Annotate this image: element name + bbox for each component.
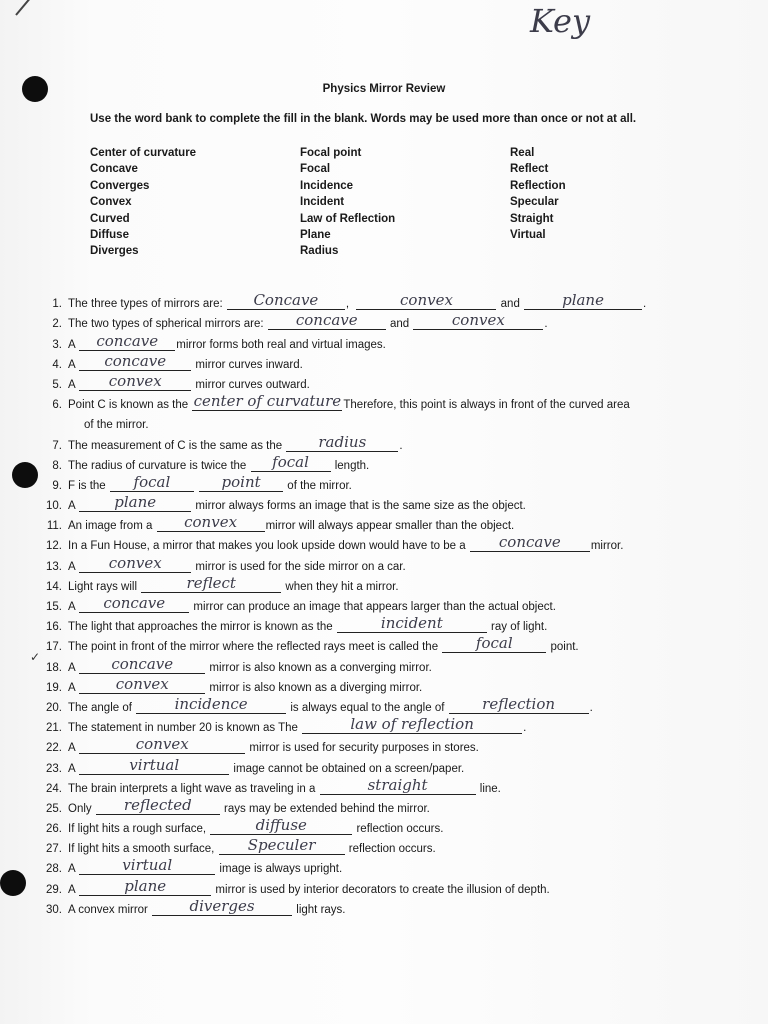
question-text: A [68,742,79,755]
handwritten-answer: concave [104,351,167,370]
answer-blank[interactable] [286,432,398,452]
question-row [40,795,760,815]
question-text: of the mirror. [284,479,352,492]
question-text: . [589,701,593,714]
question-row [40,371,760,391]
question-number: 7. [52,439,62,452]
question-number: 6. [52,399,62,412]
question-text: The point in front of the mirror where the reflected rays meet is called the [68,641,442,654]
word-bank-item: Radius [300,245,339,258]
question-text: A [68,681,79,694]
question-text: Only [68,802,95,815]
answer-blank[interactable] [110,472,194,492]
question-number: 13. [46,560,62,573]
word-bank-item: Real [510,147,535,159]
check-mark: ✓ [30,650,41,664]
question-text: A [68,601,79,613]
answer-blank[interactable] [79,674,205,694]
question-text: The angle of [68,701,136,714]
answer-blank[interactable] [449,694,589,714]
question-text: mirror is used for security purposes in stores. [246,742,479,755]
pen-mark [15,0,45,16]
question-text: of the mirror. [84,419,149,432]
word-bank-item: Concave [90,163,138,176]
question-list [40,290,760,916]
question-row [40,714,760,734]
question-text: reflection occurs. [345,843,436,856]
answer-blank[interactable] [152,896,292,916]
handwritten-answer: reflection [482,694,556,713]
question-text: F is the [68,479,109,492]
answer-blank[interactable] [268,311,386,330]
question-text: is always equal to the angle of [287,701,448,714]
handwritten-answer: reflect [186,573,236,592]
question-text: reflection occurs. [353,823,444,836]
answer-blank[interactable] [356,291,496,310]
question-text: . [544,318,548,331]
handwritten-answer: virtual [122,856,173,875]
question-row [40,330,760,350]
answer-blank[interactable] [79,594,189,613]
question-row [40,573,760,593]
handwritten-answer: radius [318,432,367,451]
question-number: 20. [46,701,62,714]
handwritten-answer: center of curvature [193,392,342,411]
question-row [40,472,760,492]
question-row [40,290,760,310]
answer-blank[interactable] [79,856,215,875]
answer-blank[interactable] [79,876,211,896]
handwritten-answer: incident [380,614,443,633]
question-number: 10. [46,500,62,513]
question-text: mirror can produce an image that appears larger than the actual object. [190,601,556,613]
word-bank-item: Convex [90,196,132,209]
answer-blank[interactable] [141,573,281,593]
question-number: 30. [46,903,62,916]
question-number: 12. [46,540,62,553]
answer-blank[interactable] [192,392,342,411]
question-text: mirror is used by interior decorators to create the illusion of depth. [212,883,550,896]
question-text: ray of light. [487,621,548,634]
handwritten-answer: concave [103,594,166,612]
question-text: . [399,439,403,452]
answer-blank[interactable] [210,816,352,835]
question-text: If light hits a smooth surface, [68,843,218,856]
question-text: If light hits a rough surface, [68,823,210,836]
question-number: 17. [46,641,62,654]
question-text: mirror is also known as a diverging mirror. [206,681,423,694]
answer-blank[interactable] [79,735,245,754]
handwritten-answer: Speculer [247,836,316,855]
word-bank-item: Center of curvature [90,147,197,159]
question-number: 18. [46,661,62,674]
question-row [40,855,760,875]
question-text: rays may be extended behind the mirror. [220,802,430,815]
question-text [195,480,198,492]
handwritten-answer: Concave [253,291,319,310]
handwritten-answer: convex [184,513,238,532]
handwritten-answer: concave [96,331,159,350]
question-text: A [68,338,79,351]
question-text: mirror. [590,540,624,553]
handwritten-answer: focal [133,472,171,491]
handwritten-answer: plane [562,291,604,310]
punch-hole-middle [12,462,38,488]
word-bank-item: Converges [90,179,150,192]
question-text: A [68,358,79,371]
question-text: mirror forms both real and virtual images. [176,338,386,351]
question-text: A [68,883,79,896]
question-row [40,310,760,330]
question-text: image cannot be obtained on a screen/paper. [230,762,465,775]
punch-hole-bottom [0,870,26,896]
question-row [40,512,760,532]
question-text: . [643,298,647,311]
question-row [40,653,760,673]
question-text: In a Fun House, a mirror that makes you look upside down would have to be a [68,540,469,553]
question-number: 23. [46,762,62,775]
handwritten-answer: virtual [129,755,180,774]
handwritten-answer: diverges [189,896,255,915]
answer-blank[interactable] [302,715,522,734]
question-text: The three types of mirrors are: [68,298,226,311]
question-text: mirror curves outward. [192,378,310,391]
question-text: mirror always forms an image that is the same size as the object. [192,500,526,513]
question-text: mirror will always appear smaller than the object. [265,520,515,533]
question-row [40,633,760,653]
question-text: The radius of curvature is twice the [68,459,250,472]
question-text: light rays. [293,903,346,916]
question-text: line. [476,782,501,795]
question-text: An image from a [68,520,156,533]
handwritten-answer: convex [451,311,505,330]
word-bank-item: Law of Reflection [300,212,396,225]
word-bank-item: Diffuse [90,229,129,242]
question-row [40,896,760,916]
question-row [40,532,760,552]
question-number: 15. [46,601,62,613]
answer-blank[interactable] [227,291,345,310]
question-text: The light that approaches the mirror is known as the [68,621,336,634]
question-text: The two types of spherical mirrors are: [68,318,267,331]
answer-blank[interactable] [79,351,191,371]
handwritten-answer: straight [367,775,428,794]
question-text: A [68,500,79,513]
answer-blank[interactable] [219,836,345,855]
word-bank-item: Plane [300,229,331,242]
answer-blank[interactable] [79,553,191,573]
question-text: The brain interprets a light wave as traveling in a [68,782,319,795]
question-row [40,351,760,371]
answer-blank[interactable] [470,533,590,552]
handwritten-answer: concave [295,311,358,330]
question-number: 5. [52,378,62,391]
handwritten-answer: point [221,472,261,491]
question-number: 27. [46,843,62,856]
question-row [40,734,760,754]
word-bank-item: Reflection [510,179,566,192]
question-row [40,674,760,694]
word-bank-column-1 [90,145,196,260]
answer-blank[interactable] [96,795,220,815]
handwritten-answer: convex [135,735,189,754]
question-text: , [345,298,356,311]
question-row [40,492,760,512]
handwritten-answer: focal [475,634,513,653]
question-text: mirror curves inward. [192,358,303,371]
handwritten-answer: law of reflection [350,715,474,734]
handwritten-answer: incidence [174,694,248,713]
question-text: Point C is known as the [68,399,192,412]
handwritten-answer: concave [498,533,561,552]
answer-blank[interactable] [251,452,331,472]
question-number: 26. [46,823,62,836]
question-text: The statement in number 20 is known as The [68,722,302,735]
question-number: 8. [52,459,62,472]
question-number: 3. [52,338,62,351]
answer-blank[interactable] [136,694,286,714]
question-number: 25. [46,802,62,815]
answer-blank[interactable] [79,493,191,512]
question-row [40,613,760,633]
question-number: 24. [46,782,62,795]
question-number: 1. [52,298,62,311]
question-text: A [68,661,79,674]
handwritten-answer: convex [108,371,162,390]
answer-blank[interactable] [157,513,265,532]
question-text: mirror is also known as a converging mirror. [206,661,432,674]
question-text: A [68,762,79,775]
answer-blank[interactable] [413,311,543,330]
question-text: A [68,560,79,573]
question-row [40,452,760,472]
question-number: 4. [52,358,62,371]
question-row [40,754,760,774]
answer-blank[interactable] [79,654,205,674]
question-text: image is always upright. [216,863,343,876]
question-row [40,552,760,572]
question-text: A convex mirror [68,903,152,916]
word-bank-item: Focal point [300,147,362,159]
question-text: Therefore, this point is always in front of the curved area [343,399,630,412]
question-text: length. [331,459,370,472]
question-number: 29. [46,883,62,896]
word-bank-item: Curved [90,212,130,225]
question-row [40,694,760,714]
question-row [40,775,760,795]
question-text: A [68,378,79,391]
question-number: 11. [46,520,62,533]
question-row [40,835,760,855]
key-note: Key [530,2,591,40]
question-number: 16. [46,621,62,634]
handwritten-answer: plane [114,493,157,512]
answer-blank[interactable] [79,331,175,351]
handwritten-answer: concave [111,654,174,673]
question-row [40,875,760,895]
word-bank-item: Specular [510,196,559,209]
word-bank-item: Incidence [300,179,354,192]
answer-blank[interactable] [79,755,229,775]
question-row [40,815,760,835]
word-bank-item: Focal [300,163,331,176]
question-number: 19. [46,681,62,694]
question-number: 22. [46,742,62,755]
handwritten-answer: convex [400,291,453,310]
handwritten-answer: convex [115,674,169,693]
question-number: 2. [52,318,62,331]
question-row [40,431,760,451]
word-bank-column-3 [510,145,566,243]
question-row [40,391,760,411]
answer-blank[interactable] [79,371,191,391]
word-bank-item: Straight [510,212,554,225]
word-bank-item: Diverges [90,245,139,258]
question-text: and [497,298,524,311]
question-text: and [386,318,413,331]
word-bank-column-2 [300,145,395,260]
question-text: when they hit a mirror. [282,580,399,593]
question-number: 9. [52,479,62,492]
question-text: A [68,863,79,876]
question-text: . [523,722,527,735]
handwritten-answer: reflected [123,795,192,814]
answer-blank[interactable] [199,472,283,492]
question-row [40,411,760,431]
question-text: mirror is used for the side mirror on a car. [192,560,406,573]
handwritten-answer: diffuse [255,816,307,835]
word-bank-item: Virtual [510,229,546,242]
question-text: Light rays will [68,580,141,593]
word-bank-item: Incident [300,196,345,209]
question-number: 21. [46,722,62,735]
handwritten-answer: focal [272,452,309,471]
page-title: Physics Mirror Review [322,83,446,95]
handwritten-answer: convex [108,553,162,572]
question-number: 28. [46,863,62,876]
question-text: The measurement of C is the same as the [68,439,286,452]
handwritten-answer: plane [124,876,167,895]
word-bank-item: Reflect [510,163,549,176]
question-row [40,593,760,613]
answer-blank[interactable] [320,775,476,795]
answer-blank[interactable] [337,614,487,633]
question-text: point. [547,641,579,654]
answer-blank[interactable] [442,634,546,653]
instructions: Use the word bank to complete the fill in the blank. Words may be used more than once or not at all. [90,113,637,125]
answer-blank[interactable] [524,291,642,310]
question-number: 14. [46,580,62,593]
